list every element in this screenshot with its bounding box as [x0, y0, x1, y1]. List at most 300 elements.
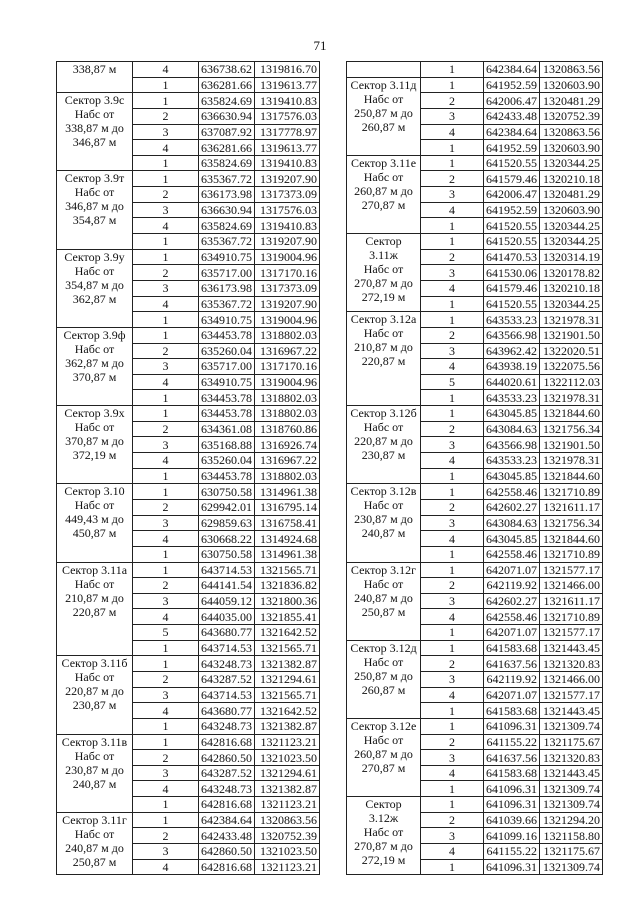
- y-coordinate-cell: 1321466.00: [540, 671, 603, 687]
- y-coordinate-cell: 1319410.83: [255, 155, 320, 171]
- sector-name-line: Набс от: [363, 825, 404, 840]
- x-coordinate-cell: 644035.00: [199, 609, 255, 625]
- x-coordinate-cell: 641637.56: [484, 750, 540, 766]
- sector-name-cell: [57, 93, 133, 171]
- table-row: [57, 171, 320, 187]
- x-coordinate-cell: 642119.92: [484, 578, 540, 594]
- x-coordinate-cell: 634453.78: [199, 327, 255, 343]
- x-coordinate-cell: 637087.92: [199, 124, 255, 140]
- x-coordinate-cell: 642558.46: [484, 609, 540, 625]
- x-coordinate-cell: 635260.04: [199, 453, 255, 469]
- y-coordinate-cell: 1322020.51: [540, 343, 603, 359]
- sector-name-cell: [57, 327, 133, 405]
- sector-name-line: Набс от: [74, 420, 115, 435]
- point-number-cell: 2: [421, 656, 484, 672]
- x-coordinate-cell: 636173.98: [199, 280, 255, 296]
- y-coordinate-cell: 1321611.17: [540, 593, 603, 609]
- point-number-cell: 4: [133, 62, 199, 78]
- y-coordinate-cell: 1321642.52: [255, 703, 320, 719]
- x-coordinate-cell: 641099.16: [484, 828, 540, 844]
- point-number-cell: 4: [421, 531, 484, 547]
- x-coordinate-cell: 629859.63: [199, 515, 255, 531]
- y-coordinate-cell: 1321978.31: [540, 453, 603, 469]
- y-coordinate-cell: 1320481.29: [540, 187, 603, 203]
- sector-name-cell: [347, 484, 421, 562]
- sector-name-cell: [57, 656, 133, 734]
- point-number-cell: 2: [421, 249, 484, 265]
- point-number-cell: 3: [133, 202, 199, 218]
- sector-name-line: 230,87 м до: [354, 512, 413, 527]
- y-coordinate-cell: 1321382.87: [255, 718, 320, 734]
- point-number-cell: 1: [421, 140, 484, 156]
- point-number-cell: 3: [133, 437, 199, 453]
- y-coordinate-cell: 1317170.16: [255, 359, 320, 375]
- y-coordinate-cell: 1316795.14: [255, 499, 320, 515]
- point-number-cell: 1: [421, 484, 484, 500]
- x-coordinate-cell: 643714.53: [199, 640, 255, 656]
- y-coordinate-cell: 1317373.09: [255, 187, 320, 203]
- sector-name-line: Сектор 3.12б: [350, 406, 417, 421]
- table-row: [57, 249, 320, 265]
- y-coordinate-cell: 1321175.67: [540, 734, 603, 750]
- y-coordinate-cell: 1321756.34: [540, 421, 603, 437]
- x-coordinate-cell: 635367.72: [199, 234, 255, 250]
- point-number-cell: 2: [421, 734, 484, 750]
- x-coordinate-cell: 642433.48: [199, 828, 255, 844]
- y-coordinate-cell: 1321577.17: [540, 625, 603, 641]
- y-coordinate-cell: 1321577.17: [540, 687, 603, 703]
- x-coordinate-cell: 643533.23: [484, 390, 540, 406]
- x-coordinate-cell: 630750.58: [199, 546, 255, 562]
- y-coordinate-cell: 1321023.50: [255, 750, 320, 766]
- y-coordinate-cell: 1317170.16: [255, 265, 320, 281]
- y-coordinate-cell: 1321443.45: [540, 765, 603, 781]
- table-row: [347, 406, 603, 422]
- point-number-cell: 1: [421, 640, 484, 656]
- y-coordinate-cell: 1319004.96: [255, 312, 320, 328]
- sector-name-line: Сектор 3.9ф: [63, 327, 126, 342]
- x-coordinate-cell: 634453.78: [199, 390, 255, 406]
- sector-name-line: 370,87 м: [72, 369, 117, 384]
- point-number-cell: 3: [421, 671, 484, 687]
- sector-name-line: 3.11ж: [369, 248, 398, 263]
- point-number-cell: 4: [421, 453, 484, 469]
- y-coordinate-cell: 1320752.39: [540, 108, 603, 124]
- point-number-cell: 1: [133, 171, 199, 187]
- sector-name-line: Набс от: [74, 498, 115, 513]
- sector-name-line: 260,87 м до: [354, 183, 413, 198]
- x-coordinate-cell: 643084.63: [484, 421, 540, 437]
- y-coordinate-cell: 1322112.03: [540, 374, 603, 390]
- point-number-cell: 1: [421, 296, 484, 312]
- sector-name-line: 230,87 м до: [65, 762, 124, 777]
- point-number-cell: 3: [421, 343, 484, 359]
- y-coordinate-cell: 1319004.96: [255, 249, 320, 265]
- point-number-cell: 4: [133, 218, 199, 234]
- point-number-cell: 2: [421, 812, 484, 828]
- sector-name-line: 372,19 м: [72, 448, 117, 463]
- point-number-cell: 1: [133, 77, 199, 93]
- x-coordinate-cell: 635824.69: [199, 218, 255, 234]
- x-coordinate-cell: 643938.19: [484, 359, 540, 375]
- sector-name-line: 272,19 м: [361, 853, 406, 868]
- point-number-cell: 2: [421, 578, 484, 594]
- x-coordinate-cell: 642602.27: [484, 499, 540, 515]
- right-table-body: [347, 62, 603, 875]
- sector-name-cell: [347, 234, 421, 312]
- sector-name-line: Сектор 3.11в: [61, 734, 128, 749]
- sector-name-line: 220,87 м до: [65, 684, 124, 699]
- sector-name-line: Сектор 3.12г: [350, 562, 417, 577]
- x-coordinate-cell: 634453.78: [199, 468, 255, 484]
- page-number: 71: [313, 38, 327, 53]
- sector-name-line: Сектор 3.12д: [350, 640, 417, 655]
- sector-name-line: 260,87 м до: [354, 746, 413, 761]
- y-coordinate-cell: 1321309.74: [540, 781, 603, 797]
- x-coordinate-cell: 641579.46: [484, 171, 540, 187]
- point-number-cell: 2: [133, 187, 199, 203]
- sector-name-line: Сектор 3.9т: [64, 171, 125, 186]
- point-number-cell: 1: [133, 327, 199, 343]
- y-coordinate-cell: 1321123.21: [255, 859, 320, 875]
- y-coordinate-cell: 1316758.41: [255, 515, 320, 531]
- x-coordinate-cell: 636173.98: [199, 187, 255, 203]
- table-row: [347, 484, 603, 500]
- point-number-cell: 3: [133, 515, 199, 531]
- sector-name-line: Сектор 3.12е: [350, 718, 417, 733]
- sector-name-line: Сектор 3.9у: [64, 249, 125, 264]
- x-coordinate-cell: 635717.00: [199, 265, 255, 281]
- x-coordinate-cell: 641520.55: [484, 218, 540, 234]
- sector-name-line: 250,87 м до: [354, 105, 413, 120]
- y-coordinate-cell: 1321844.60: [540, 531, 603, 547]
- point-number-cell: 4: [421, 202, 484, 218]
- sector-name-line: Набс от: [74, 185, 115, 200]
- y-coordinate-cell: 1321642.52: [255, 625, 320, 641]
- y-coordinate-cell: 1320481.29: [540, 93, 603, 109]
- y-coordinate-cell: 1321901.50: [540, 437, 603, 453]
- y-coordinate-cell: 1321320.83: [540, 656, 603, 672]
- sector-name-line: 260,87 м: [361, 119, 406, 134]
- sector-name-line: 260,87 м: [361, 682, 406, 697]
- y-coordinate-cell: 1320752.39: [255, 828, 320, 844]
- y-coordinate-cell: 1320603.90: [540, 140, 603, 156]
- table-row: [57, 734, 320, 750]
- y-coordinate-cell: 1321844.60: [540, 468, 603, 484]
- x-coordinate-cell: 642816.68: [199, 859, 255, 875]
- table-row: [57, 93, 320, 109]
- x-coordinate-cell: 634910.75: [199, 312, 255, 328]
- point-number-cell: 3: [421, 828, 484, 844]
- point-number-cell: 1: [421, 797, 484, 813]
- y-coordinate-cell: 1321855.41: [255, 609, 320, 625]
- x-coordinate-cell: 641096.31: [484, 718, 540, 734]
- sector-name-cell: [347, 406, 421, 484]
- sector-name-line: Набс от: [363, 732, 404, 747]
- x-coordinate-cell: 643566.98: [484, 327, 540, 343]
- table-row: [57, 406, 320, 422]
- y-coordinate-cell: 1321294.61: [255, 765, 320, 781]
- point-number-cell: 1: [421, 218, 484, 234]
- x-coordinate-cell: 634361.08: [199, 421, 255, 437]
- x-coordinate-cell: 641579.46: [484, 280, 540, 296]
- x-coordinate-cell: 642816.68: [199, 734, 255, 750]
- x-coordinate-cell: 643566.98: [484, 437, 540, 453]
- sector-name-cell: [347, 155, 421, 233]
- x-coordinate-cell: 642384.64: [484, 124, 540, 140]
- point-number-cell: 4: [421, 765, 484, 781]
- point-number-cell: 2: [421, 171, 484, 187]
- y-coordinate-cell: 1316967.22: [255, 343, 320, 359]
- point-number-cell: 2: [421, 421, 484, 437]
- y-coordinate-cell: 1320863.56: [540, 124, 603, 140]
- sector-name-line: Сектор 3.11г: [62, 812, 127, 827]
- sector-name-cell: [57, 62, 133, 93]
- y-coordinate-cell: 1318802.03: [255, 390, 320, 406]
- y-coordinate-cell: 1320344.25: [540, 218, 603, 234]
- x-coordinate-cell: 635260.04: [199, 343, 255, 359]
- x-coordinate-cell: 641096.31: [484, 859, 540, 875]
- sector-name-cell: [347, 312, 421, 406]
- sector-name-line: 220,87 м: [72, 604, 117, 619]
- sector-name-line: 230,87 м: [72, 698, 117, 713]
- table-row: [347, 797, 603, 813]
- point-number-cell: 1: [421, 718, 484, 734]
- x-coordinate-cell: 636281.66: [199, 140, 255, 156]
- sector-name-line: Набс от: [363, 326, 404, 341]
- y-coordinate-cell: 1320344.25: [540, 234, 603, 250]
- x-coordinate-cell: 644141.54: [199, 578, 255, 594]
- point-number-cell: 3: [133, 280, 199, 296]
- x-coordinate-cell: 643533.23: [484, 312, 540, 328]
- x-coordinate-cell: 641470.53: [484, 249, 540, 265]
- y-coordinate-cell: 1319613.77: [255, 140, 320, 156]
- x-coordinate-cell: 641520.55: [484, 296, 540, 312]
- x-coordinate-cell: 634910.75: [199, 374, 255, 390]
- point-number-cell: 1: [133, 234, 199, 250]
- sector-name-line: 449,43 м до: [65, 512, 124, 527]
- y-coordinate-cell: 1320603.90: [540, 202, 603, 218]
- x-coordinate-cell: 641952.59: [484, 140, 540, 156]
- point-number-cell: 2: [133, 265, 199, 281]
- sector-name-line: Набс от: [74, 107, 115, 122]
- point-number-cell: 5: [133, 625, 199, 641]
- y-coordinate-cell: 1318802.03: [255, 406, 320, 422]
- table-row: [57, 656, 320, 672]
- table-row: [347, 312, 603, 328]
- point-number-cell: 1: [421, 562, 484, 578]
- x-coordinate-cell: 642384.64: [199, 812, 255, 828]
- sector-name-line: 250,87 м: [361, 604, 406, 619]
- x-coordinate-cell: 643248.73: [199, 781, 255, 797]
- y-coordinate-cell: 1320178.82: [540, 265, 603, 281]
- sector-name-cell: [347, 77, 421, 155]
- y-coordinate-cell: 1317576.03: [255, 108, 320, 124]
- sector-name-cell: [347, 640, 421, 718]
- x-coordinate-cell: 630750.58: [199, 484, 255, 500]
- x-coordinate-cell: 634910.75: [199, 249, 255, 265]
- x-coordinate-cell: 644020.61: [484, 374, 540, 390]
- sector-name-line: 230,87 м: [361, 448, 406, 463]
- point-number-cell: 2: [133, 578, 199, 594]
- x-coordinate-cell: 641520.55: [484, 155, 540, 171]
- y-coordinate-cell: 1314924.68: [255, 531, 320, 547]
- point-number-cell: 2: [133, 421, 199, 437]
- point-number-cell: 1: [421, 546, 484, 562]
- sector-name-cell: [347, 62, 421, 78]
- sector-name-line: 272,19 м: [361, 290, 406, 305]
- sector-name-line: 240,87 м до: [354, 590, 413, 605]
- y-coordinate-cell: 1318760.86: [255, 421, 320, 437]
- point-number-cell: 4: [133, 781, 199, 797]
- y-coordinate-cell: 1320603.90: [540, 77, 603, 93]
- point-number-cell: 1: [133, 656, 199, 672]
- x-coordinate-cell: 629942.01: [199, 499, 255, 515]
- x-coordinate-cell: 641952.59: [484, 77, 540, 93]
- table-row: [347, 234, 603, 250]
- point-number-cell: 4: [421, 359, 484, 375]
- y-coordinate-cell: 1316926.74: [255, 437, 320, 453]
- x-coordinate-cell: 643084.63: [484, 515, 540, 531]
- sector-name-cell: [347, 562, 421, 640]
- x-coordinate-cell: 643045.85: [484, 406, 540, 422]
- table-row: [57, 812, 320, 828]
- sector-name-line: Сектор: [365, 234, 402, 249]
- x-coordinate-cell: 641530.06: [484, 265, 540, 281]
- point-number-cell: 4: [133, 140, 199, 156]
- x-coordinate-cell: 644059.12: [199, 593, 255, 609]
- x-coordinate-cell: 643680.77: [199, 703, 255, 719]
- point-number-cell: 1: [133, 718, 199, 734]
- sector-name-line: 240,87 м до: [65, 840, 124, 855]
- y-coordinate-cell: 1319410.83: [255, 93, 320, 109]
- y-coordinate-cell: 1321800.36: [255, 593, 320, 609]
- y-coordinate-cell: 1322075.56: [540, 359, 603, 375]
- point-number-cell: 3: [133, 124, 199, 140]
- point-number-cell: 4: [421, 124, 484, 140]
- sector-name-line: 354,87 м: [72, 213, 117, 228]
- table-row: [347, 718, 603, 734]
- x-coordinate-cell: 636630.94: [199, 108, 255, 124]
- point-number-cell: 1: [421, 859, 484, 875]
- point-number-cell: 1: [133, 406, 199, 422]
- y-coordinate-cell: 1320210.18: [540, 171, 603, 187]
- x-coordinate-cell: 643533.23: [484, 453, 540, 469]
- y-coordinate-cell: 1321565.71: [255, 562, 320, 578]
- y-coordinate-cell: 1320863.56: [540, 62, 603, 78]
- sector-name-line: 270,87 м до: [354, 839, 413, 854]
- sector-name-line: 240,87 м: [361, 526, 406, 541]
- sector-name-line: 346,87 м: [72, 135, 117, 150]
- sector-name-line: 220,87 м до: [354, 434, 413, 449]
- x-coordinate-cell: 641155.22: [484, 844, 540, 860]
- y-coordinate-cell: 1319613.77: [255, 77, 320, 93]
- sector-name-line: Набс от: [363, 498, 404, 513]
- x-coordinate-cell: 642860.50: [199, 750, 255, 766]
- sector-name-line: 3.12ж: [368, 811, 399, 826]
- y-coordinate-cell: 1319004.96: [255, 374, 320, 390]
- y-coordinate-cell: 1321844.60: [540, 406, 603, 422]
- y-coordinate-cell: 1321710.89: [540, 609, 603, 625]
- sector-name-line: Сектор: [365, 797, 402, 812]
- y-coordinate-cell: 1321565.71: [255, 687, 320, 703]
- sector-name-line: Сектор 3.11е: [350, 155, 417, 170]
- sector-name-line: Набс от: [363, 169, 404, 184]
- point-number-cell: 1: [421, 406, 484, 422]
- x-coordinate-cell: 641520.55: [484, 234, 540, 250]
- sector-name-cell: [57, 249, 133, 327]
- table-row: [57, 562, 320, 578]
- point-number-cell: 4: [133, 609, 199, 625]
- y-coordinate-cell: 1321294.61: [255, 671, 320, 687]
- sector-name-line: 270,87 м: [361, 760, 406, 775]
- sector-name-line: 338,87 м до: [65, 121, 124, 136]
- x-coordinate-cell: 642816.68: [199, 797, 255, 813]
- sector-name-line: 210,87 м до: [65, 590, 124, 605]
- x-coordinate-cell: 642602.27: [484, 593, 540, 609]
- y-coordinate-cell: 1321978.31: [540, 390, 603, 406]
- point-number-cell: 4: [421, 844, 484, 860]
- x-coordinate-cell: 642558.46: [484, 484, 540, 500]
- y-coordinate-cell: 1320863.56: [255, 812, 320, 828]
- sector-name-line: Набс от: [74, 576, 115, 591]
- y-coordinate-cell: 1316967.22: [255, 453, 320, 469]
- point-number-cell: 1: [133, 93, 199, 109]
- sector-name-line: Набс от: [74, 748, 115, 763]
- y-coordinate-cell: 1321443.45: [540, 640, 603, 656]
- y-coordinate-cell: 1321175.67: [540, 844, 603, 860]
- sector-name-line: Сектор 3.12а: [350, 312, 417, 327]
- sector-name-line: Сектор 3.12в: [350, 484, 417, 499]
- point-number-cell: 3: [133, 765, 199, 781]
- y-coordinate-cell: 1318802.03: [255, 327, 320, 343]
- y-coordinate-cell: 1321710.89: [540, 484, 603, 500]
- point-number-cell: 2: [421, 499, 484, 515]
- x-coordinate-cell: 635367.72: [199, 171, 255, 187]
- point-number-cell: 3: [421, 593, 484, 609]
- sector-name-line: Набс от: [363, 576, 404, 591]
- x-coordinate-cell: 641637.56: [484, 656, 540, 672]
- point-number-cell: 2: [133, 499, 199, 515]
- point-number-cell: 1: [421, 390, 484, 406]
- table-row: [347, 155, 603, 171]
- sector-name-cell: [57, 812, 133, 875]
- sector-name-line: 362,87 м до: [65, 355, 124, 370]
- sector-name-line: Сектор 3.11д: [350, 77, 417, 92]
- y-coordinate-cell: 1321320.83: [540, 750, 603, 766]
- sector-name-line: Сектор 3.11б: [61, 656, 128, 671]
- table-row: [57, 327, 320, 343]
- point-number-cell: 3: [421, 750, 484, 766]
- sector-name-line: Набс от: [363, 262, 404, 277]
- point-number-cell: 1: [133, 562, 199, 578]
- point-number-cell: 3: [133, 687, 199, 703]
- y-coordinate-cell: 1321382.87: [255, 656, 320, 672]
- sector-name-line: 240,87 м: [72, 776, 117, 791]
- sector-name-line: Сектор 3.11а: [61, 562, 128, 577]
- y-coordinate-cell: 1321577.17: [540, 562, 603, 578]
- sector-name-cell: [347, 718, 421, 796]
- sector-name-line: Сектор 3.9х: [64, 406, 125, 421]
- sector-name-cell: [347, 797, 421, 875]
- coordinates-table-right: [346, 61, 603, 875]
- point-number-cell: 3: [421, 265, 484, 281]
- sector-name-line: 270,87 м до: [354, 276, 413, 291]
- point-number-cell: 2: [133, 343, 199, 359]
- y-coordinate-cell: 1321123.21: [255, 734, 320, 750]
- point-number-cell: 4: [133, 859, 199, 875]
- sector-name-line: 346,87 м до: [65, 199, 124, 214]
